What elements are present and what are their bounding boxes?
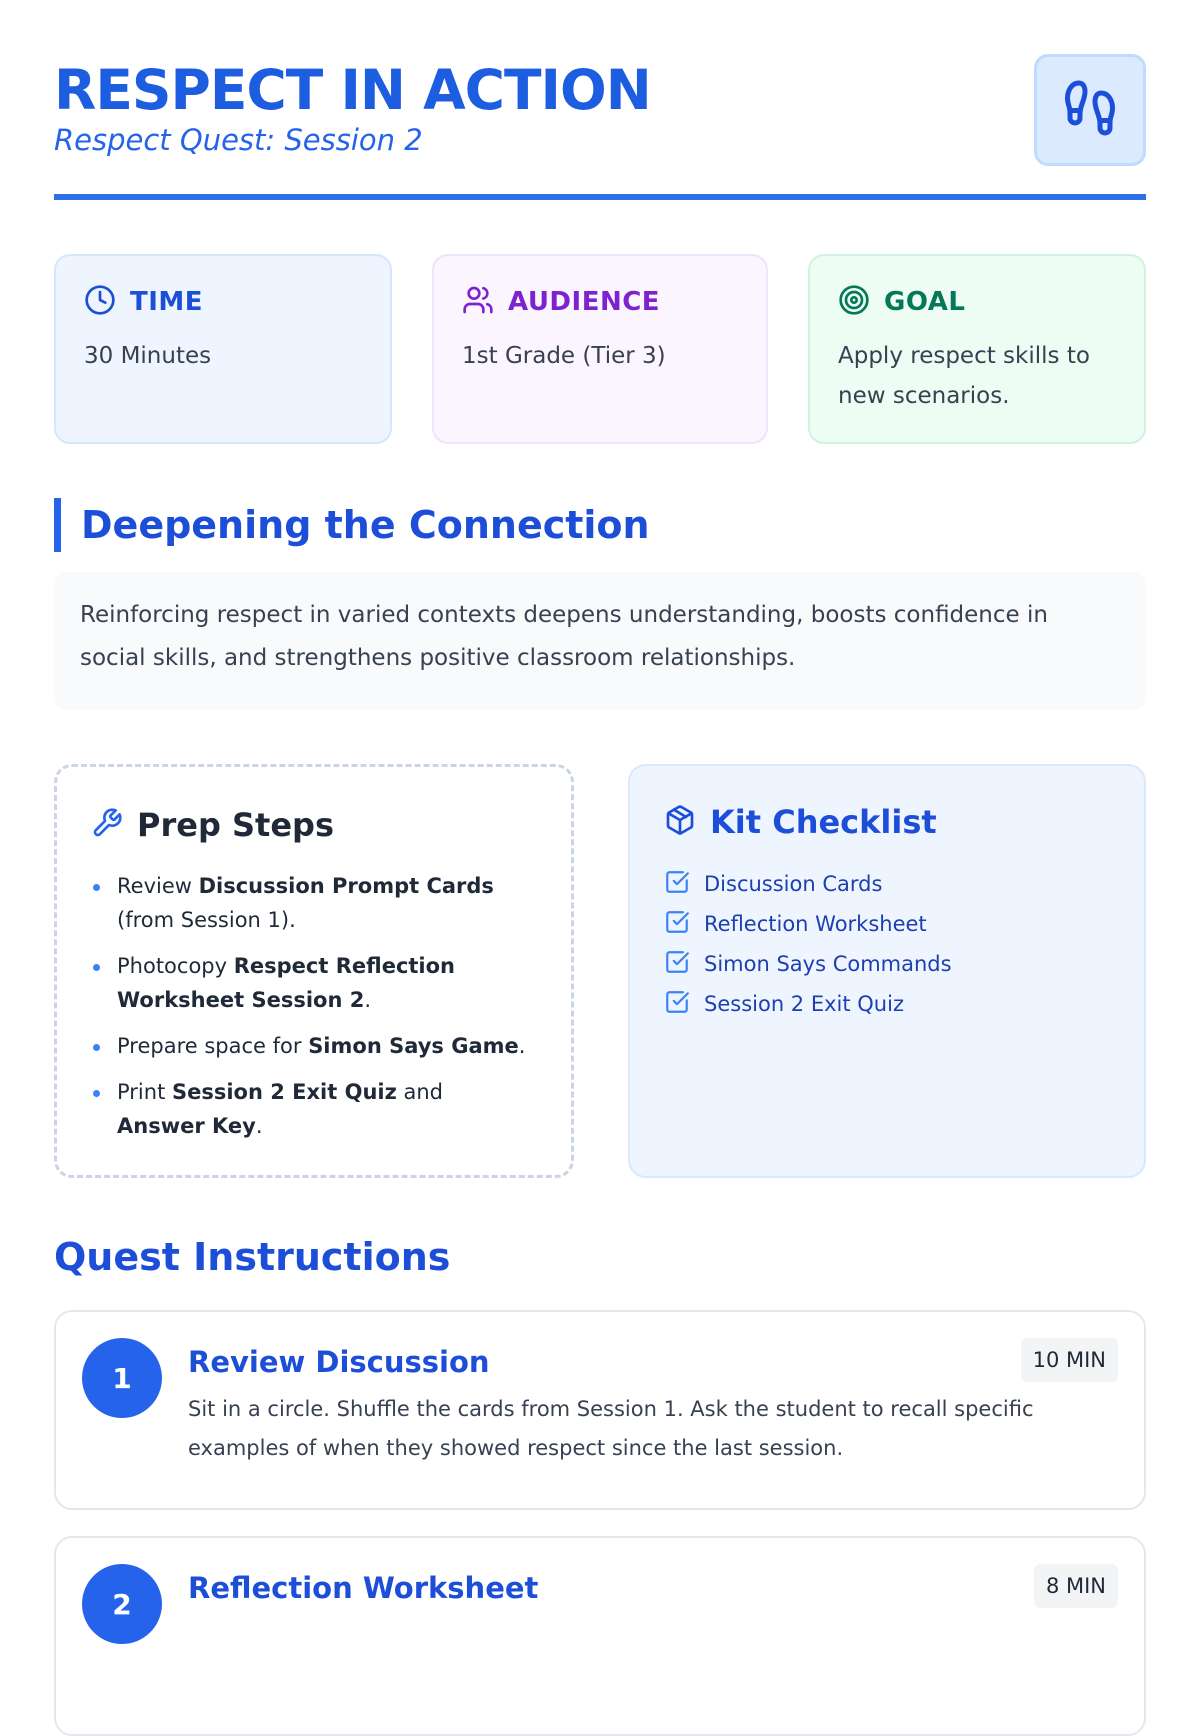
kit-checklist-panel [628,764,1146,1178]
checklist-item[interactable] [664,904,1110,944]
duration-badge: 10 MIN [1021,1338,1118,1382]
audience-card [432,254,768,444]
checkbox-checked-icon [664,949,704,980]
prep-steps-list [91,869,537,1143]
wrench-icon [91,807,137,843]
step-description: Sit in a circle. Shuffle the cards from Session 1. Ask the student to recall specific examples of when they showed respect since the last session. [188,1397,1034,1460]
quest-step [54,1536,1146,1736]
list-item: Review Discussion Prompt Cards (from Session 1). [91,869,537,937]
clock-icon [84,284,130,320]
goal-value: Apply respect skills to new scenarios. [838,343,1090,409]
audience-value: 1st Grade (Tier 3) [462,343,666,369]
time-card [54,254,392,444]
list-item: Photocopy Respect Reflection Worksheet Session 2. [91,949,537,1017]
checklist-item[interactable] [664,864,1110,904]
header-divider [54,194,1146,200]
header [54,52,1146,202]
checklist-item[interactable] [664,944,1110,984]
checkbox-checked-icon [664,909,704,940]
goal-card [808,254,1146,444]
audience-label: AUDIENCE [508,287,661,317]
checklist-item-label: Reflection Worksheet [704,912,927,936]
page-title: RESPECT IN ACTION [54,58,651,122]
kit-checklist-title: Kit Checklist [710,803,937,841]
checkbox-checked-icon [664,869,704,900]
quest-step [54,1310,1146,1510]
package-icon [664,804,710,840]
footprints-icon [1060,78,1120,142]
step-title: Review Discussion [188,1345,490,1379]
checklist-item[interactable] [664,984,1110,1024]
quest-heading: Quest Instructions [54,1235,451,1279]
logo-badge [1034,54,1146,166]
checklist-item-label: Simon Says Commands [704,952,952,976]
step-title: Reflection Worksheet [188,1571,539,1605]
page-subtitle: Respect Quest: Session 2 [54,123,423,157]
kit-checklist-list [664,864,1110,1024]
step-number: 2 [82,1564,162,1644]
checklist-item-label: Session 2 Exit Quiz [704,992,904,1016]
prep-steps-panel [54,764,574,1178]
checklist-item-label: Discussion Cards [704,872,883,896]
section-body: Reinforcing respect in varied contexts deepens understanding, boosts confidence in social skills, and strengthens positive classroom relationships. [54,572,1146,710]
step-number: 1 [82,1338,162,1418]
goal-label: GOAL [884,287,966,317]
target-icon [838,284,884,320]
prep-steps-title: Prep Steps [137,806,334,844]
time-value: 30 Minutes [84,343,212,369]
section-heading: Deepening the Connection [54,498,650,552]
time-label: TIME [130,287,204,317]
users-icon [462,284,508,320]
checkbox-checked-icon [664,989,704,1020]
list-item: Prepare space for Simon Says Game. [91,1029,537,1063]
info-cards [54,254,1146,444]
duration-badge: 8 MIN [1034,1564,1118,1608]
list-item: Print Session 2 Exit Quiz and Answer Key. [91,1075,537,1143]
